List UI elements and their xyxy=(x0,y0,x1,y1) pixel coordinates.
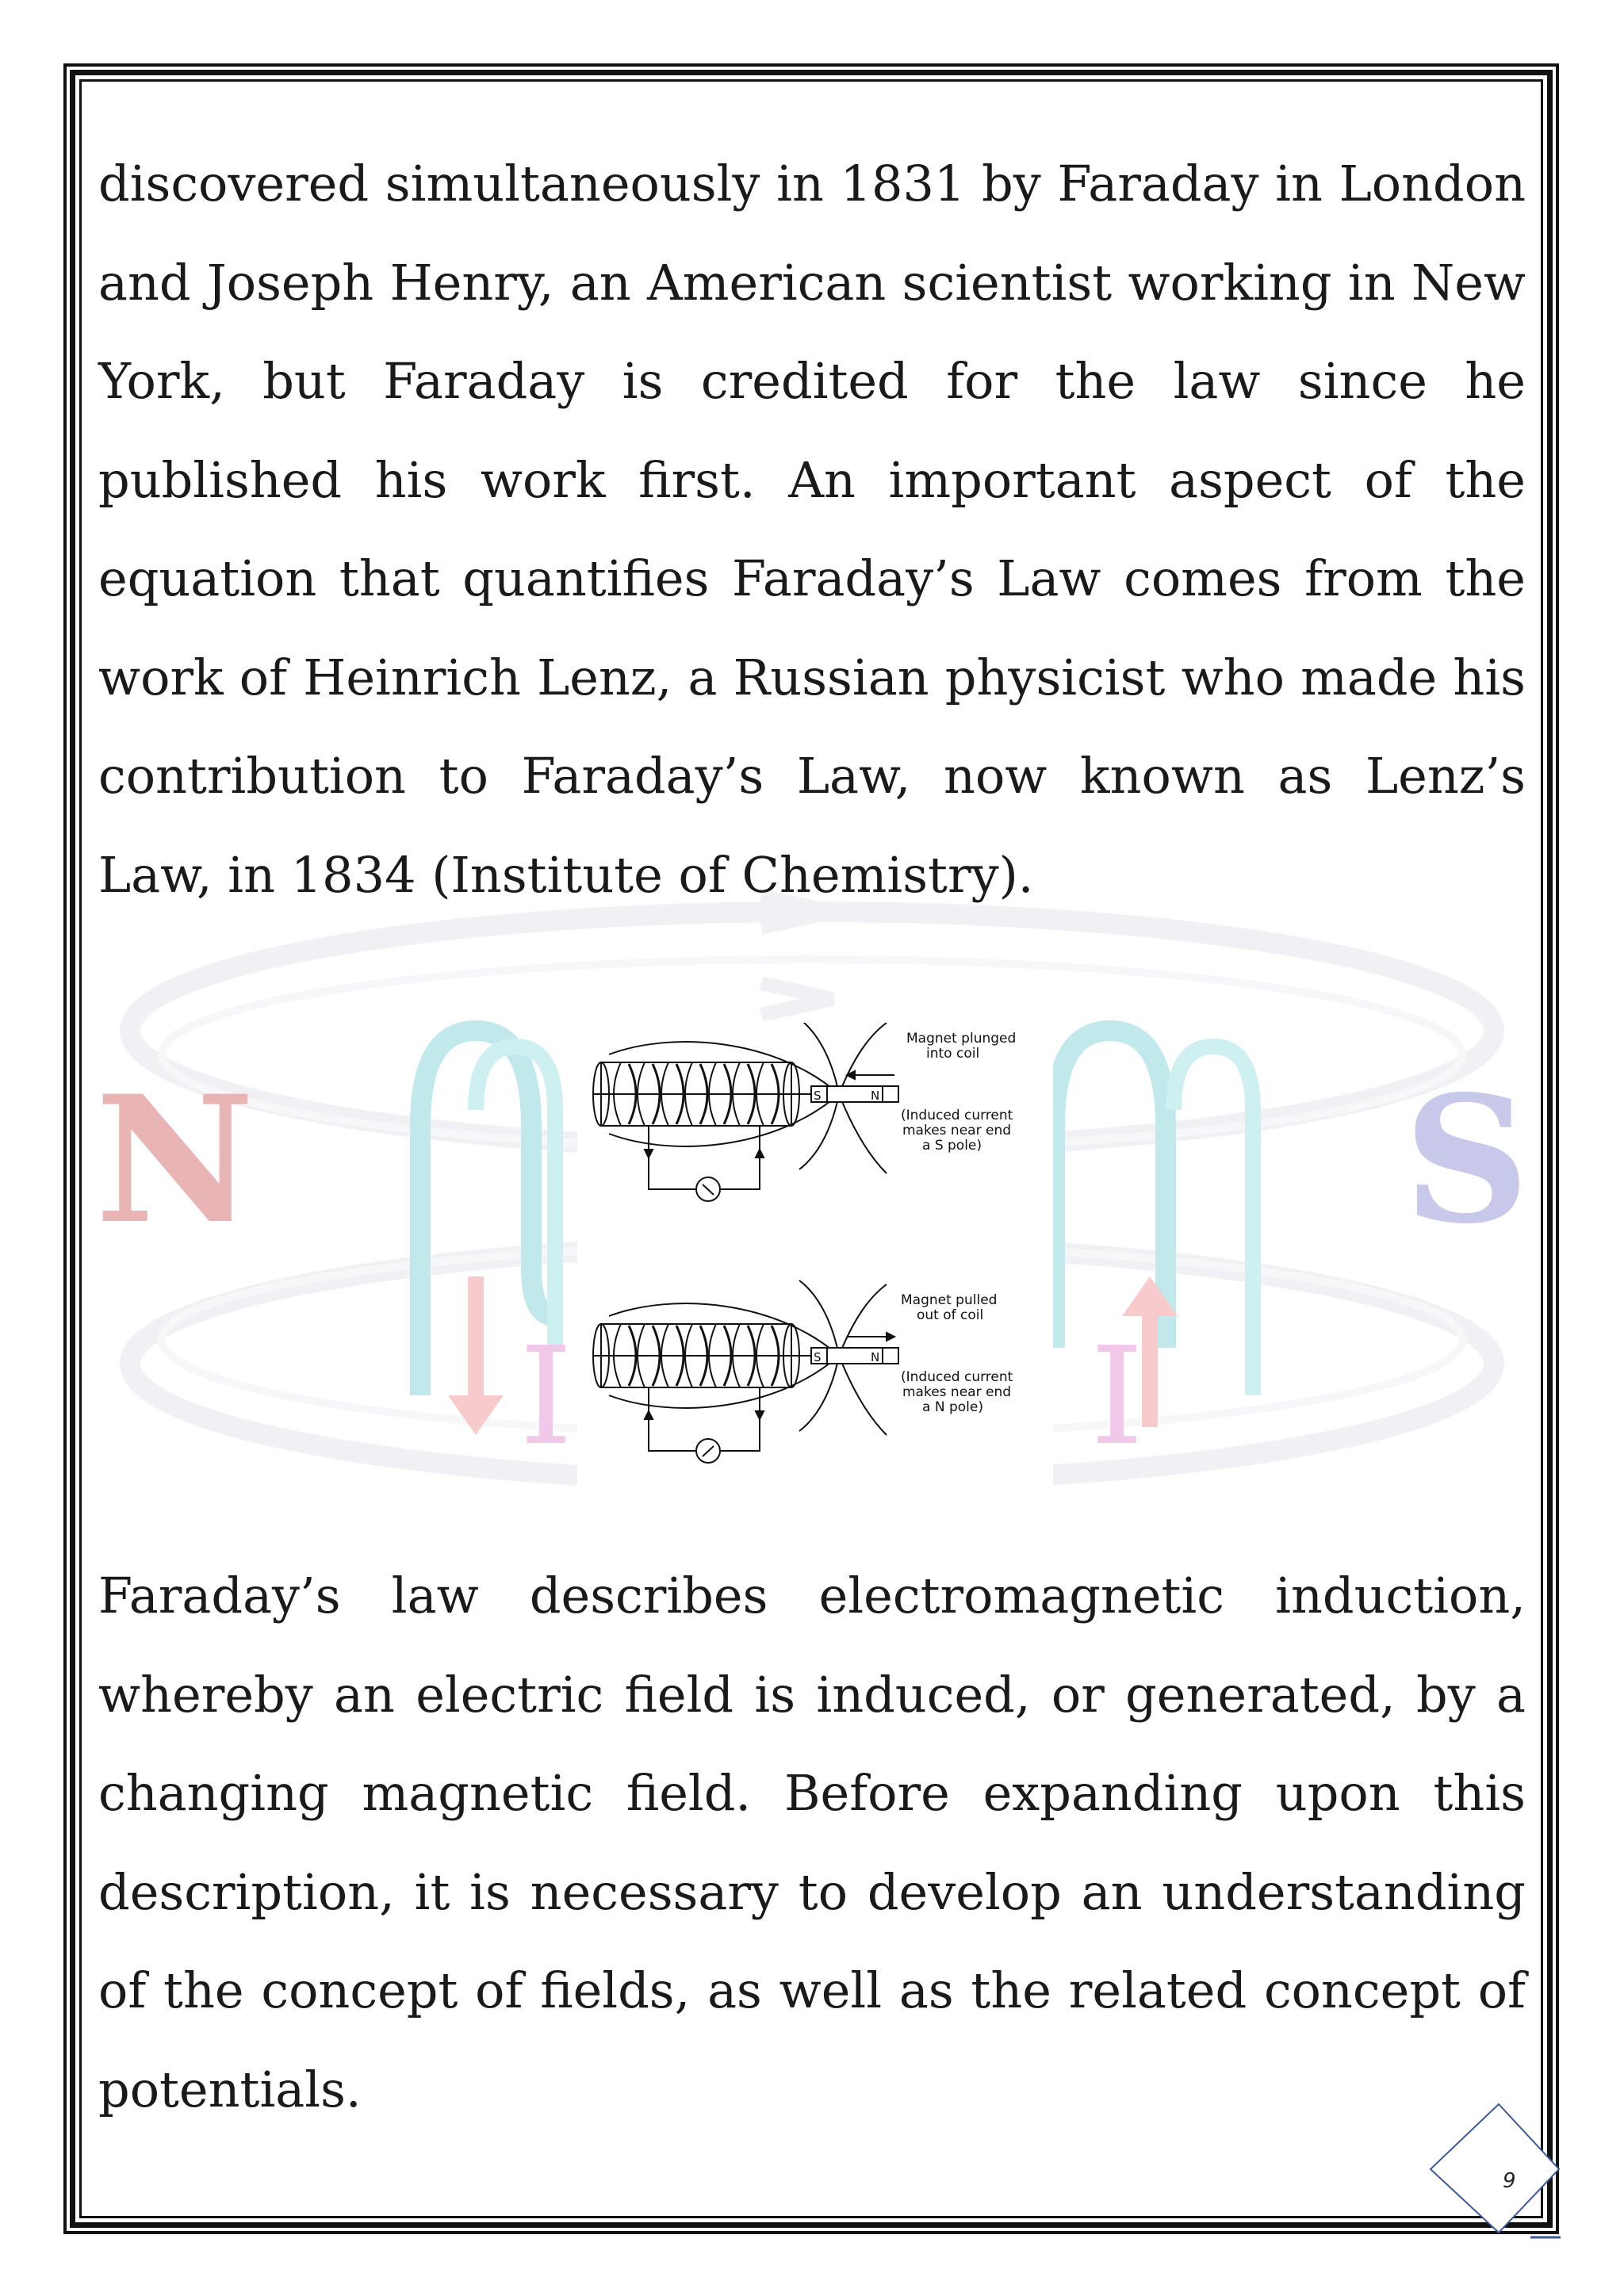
bottom-note-line3: a N pole) xyxy=(922,1399,983,1415)
paragraph-definition: Faraday’s law describes electromagnetic induction, whereby an electric field is induced, or generated, by a changing magnetic field. Before expanding upon this description, it is necessary to develop an understanding of the concept of fields, as well as the related concept of potentials. xyxy=(98,1567,1526,2118)
paragraph-history: discovered simultaneously in 1831 by Faraday in London and Joseph Henry, an American scientist working in New York, but Faraday is credited for the law since he published his work first. An important aspect of the equation that quantifies Faraday’s Law comes from the work of Heinrich Lenz, a Russian physicist who made his contribution to Faraday’s Law, now known as Lenz’s Law, in 1834 (Institute of Chemistry). xyxy=(98,155,1526,904)
watermark-current-right: I xyxy=(1090,1318,1144,1475)
induction-figure xyxy=(577,1023,1053,1530)
page-number-diamond xyxy=(1419,2101,1562,2244)
top-pole-s: S xyxy=(814,1089,822,1103)
bottom-caption-line2: out of coil xyxy=(917,1307,984,1323)
top-note-line1: (Induced current xyxy=(901,1108,1013,1123)
watermark-current-left: I xyxy=(519,1318,573,1475)
top-note-line2: makes near end xyxy=(902,1123,1012,1138)
bottom-note-line1: (Induced current xyxy=(901,1369,1013,1385)
top-pole-n: N xyxy=(871,1089,880,1103)
bottom-note-line2: makes near end xyxy=(902,1384,1012,1400)
top-note-line3: a S pole) xyxy=(922,1138,982,1154)
top-caption-line2: into coil xyxy=(926,1046,980,1062)
bottom-pole-n: N xyxy=(871,1350,880,1364)
bottom-caption-line1: Magnet pulled xyxy=(901,1292,998,1308)
bottom-pole-s: S xyxy=(814,1350,822,1364)
watermark-letter-n: N xyxy=(95,1057,255,1262)
top-caption-line1: Magnet plunged xyxy=(906,1031,1017,1047)
page-number: 9 xyxy=(1503,2169,1516,2193)
watermark-letter-s: S xyxy=(1404,1057,1530,1262)
